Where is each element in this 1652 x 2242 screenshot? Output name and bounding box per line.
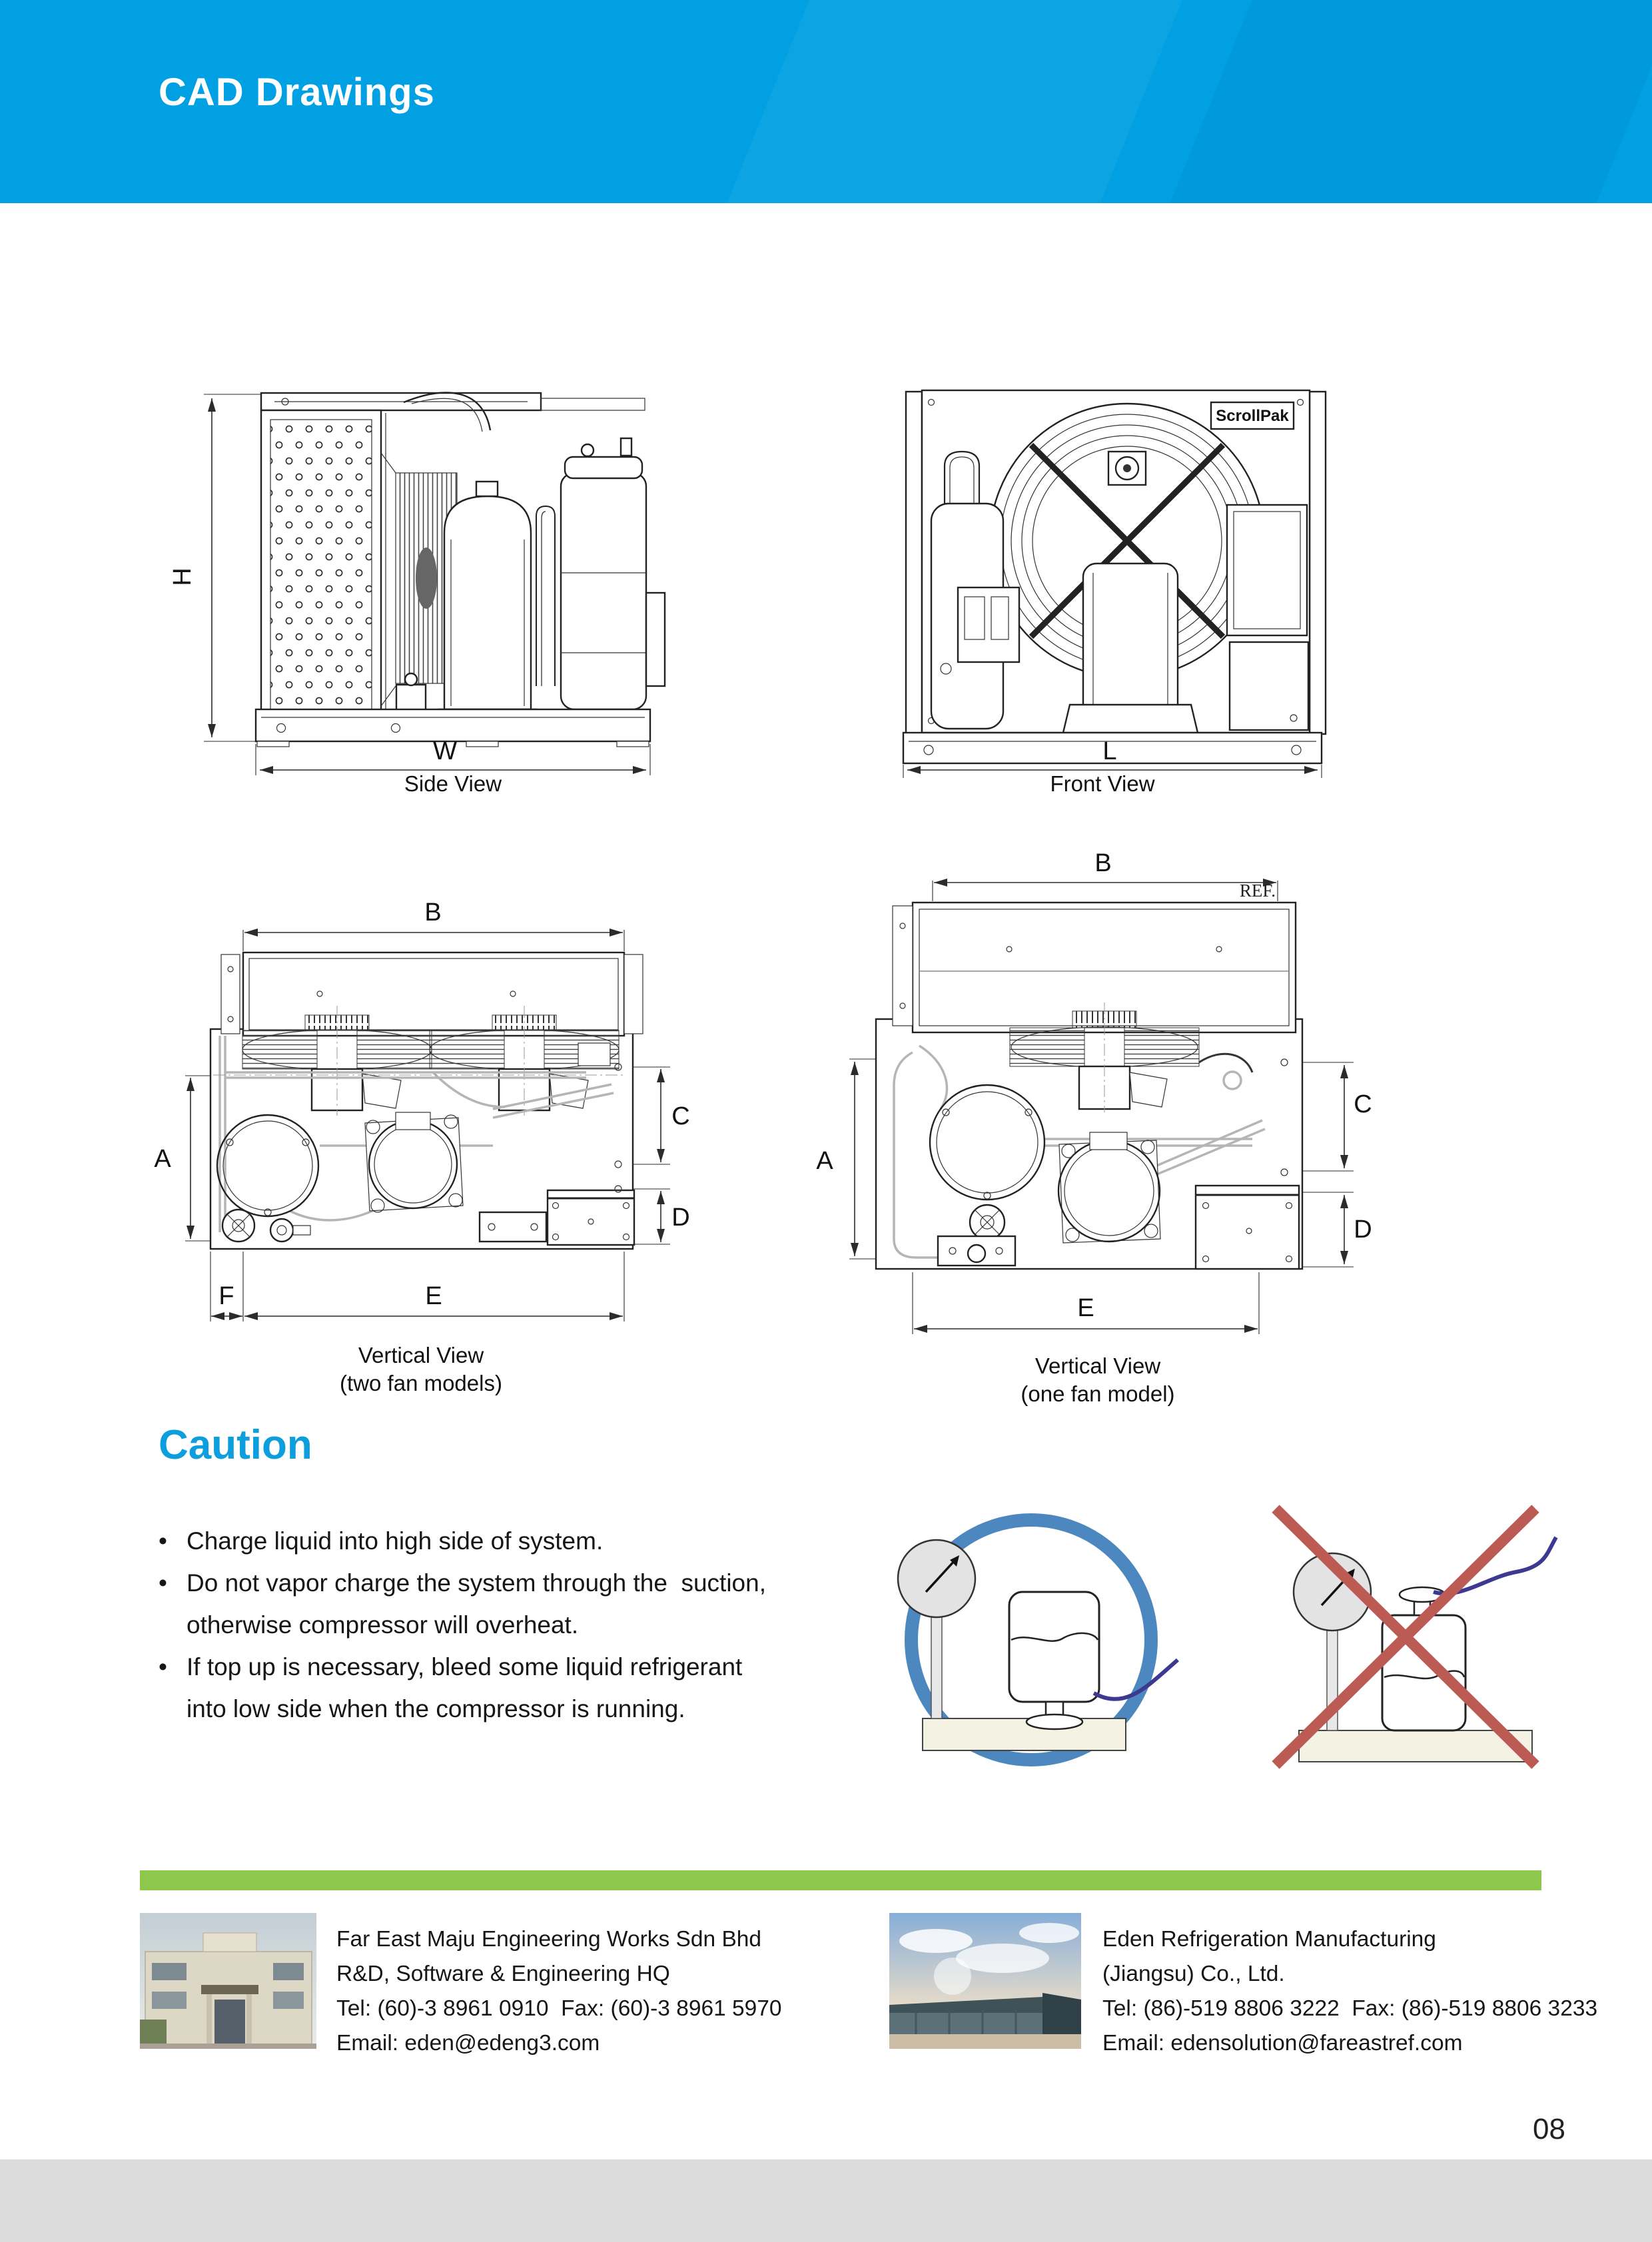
company-name: Far East Maju Engineering Works Sdn Bhd xyxy=(336,1927,762,1952)
caution-text: If top up is necessary, bleed some liquid refrigerant xyxy=(187,1653,743,1681)
caution-line xyxy=(159,1520,871,1562)
cylinder-foot xyxy=(1027,1714,1082,1729)
dim-a xyxy=(154,1076,210,1241)
caution-line xyxy=(159,1688,871,1730)
dim-label-c: C xyxy=(671,1102,690,1130)
service-valve xyxy=(270,1219,293,1242)
dim-w xyxy=(256,737,650,775)
scale-platform xyxy=(1299,1730,1532,1762)
side-view-caption: Side View xyxy=(404,771,502,796)
factory-building-photo xyxy=(889,1913,1081,2049)
side-view-unit xyxy=(256,392,665,747)
caution-text: Charge liquid into high side of system. xyxy=(187,1527,604,1555)
vertical-view-one-fan-drawing xyxy=(786,833,1386,1359)
caution-line xyxy=(159,1646,871,1688)
vertical-two-fan-caption-line1: Vertical View xyxy=(358,1343,484,1367)
dim-label-b: B xyxy=(424,899,442,927)
pressure-switch xyxy=(958,587,1019,662)
front-view-drawing xyxy=(866,373,1359,786)
company-email: Email: eden@edeng3.com xyxy=(336,2031,600,2055)
company-phone: Tel: (86)-519 8806 3222 Fax: (86)-519 8806 3233 xyxy=(1102,1996,1598,2021)
page-number: 08 xyxy=(1533,2113,1565,2145)
caution-text: Do not vapor charge the system through the suction, xyxy=(187,1569,766,1597)
company-name: Eden Refrigeration Manufacturing xyxy=(1102,1927,1436,1952)
correct-charging-illustration xyxy=(859,1499,1206,1778)
service-valve xyxy=(968,1245,985,1262)
vertical-view-two-fan-drawing xyxy=(120,833,719,1359)
footer-right-block xyxy=(1102,1922,1622,2061)
dim-label-h: H xyxy=(169,567,197,586)
footer-left-block xyxy=(336,1922,803,2061)
vertical-one-fan-caption-line2: (one fan model) xyxy=(1021,1381,1175,1406)
divider-bar xyxy=(140,1870,1541,1890)
company-email: Email: edensolution@fareastref.com xyxy=(1102,2031,1463,2055)
brand-plate-label: ScrollPak xyxy=(1216,407,1289,425)
u-pipe xyxy=(536,506,555,686)
company-phone: Tel: (60)-3 8961 0910 Fax: (60)-3 8961 5970 xyxy=(336,1996,782,2021)
unit-top-view xyxy=(210,952,643,1249)
dim-f-e xyxy=(210,1252,624,1321)
electrical-box xyxy=(1196,1186,1299,1269)
company-dept: R&D, Software & Engineering HQ xyxy=(336,1962,670,1986)
side-view-drawing xyxy=(113,373,666,786)
dim-label-d: D xyxy=(671,1204,690,1232)
scroll-compressor xyxy=(561,473,646,709)
compressor-mount-plate xyxy=(365,1118,463,1211)
dim-label-e: E xyxy=(1077,1294,1094,1322)
wrong-charging-illustration xyxy=(1252,1499,1565,1778)
dim-label-e: E xyxy=(425,1282,442,1310)
dim-h xyxy=(169,394,262,741)
side-terminal-box xyxy=(646,593,665,686)
dim-label-l: L xyxy=(1102,737,1117,765)
bullet-marker: • xyxy=(159,1569,167,1597)
dim-label-d: D xyxy=(1354,1216,1372,1244)
caution-text: into low side when the compressor is running. xyxy=(187,1695,685,1722)
dim-c xyxy=(633,1067,690,1164)
dim-d xyxy=(633,1189,690,1244)
dim-c xyxy=(1302,1062,1372,1171)
caution-line xyxy=(159,1562,871,1604)
dim-d xyxy=(1302,1192,1372,1267)
company-location: (Jiangsu) Co., Ltd. xyxy=(1102,1962,1285,1986)
vertical-one-fan-caption-line1: Vertical View xyxy=(1034,1353,1161,1378)
caution-line xyxy=(159,1604,871,1646)
front-view-unit xyxy=(903,390,1326,763)
banner-stripe xyxy=(712,0,1193,203)
dim-b xyxy=(933,849,1278,901)
dim-label-b: B xyxy=(1094,849,1112,877)
page-header-banner xyxy=(0,0,1652,203)
bullet-marker: • xyxy=(159,1527,167,1555)
scale-platform xyxy=(923,1718,1126,1750)
dim-label-w: W xyxy=(433,737,457,765)
vertical-two-fan-caption-line2: (two fan models) xyxy=(340,1371,502,1395)
dim-e xyxy=(913,1272,1259,1334)
electrical-box-upper xyxy=(1227,505,1307,635)
caution-heading: Caution xyxy=(159,1422,312,1468)
dim-label-f: F xyxy=(218,1282,234,1310)
charging-hose xyxy=(1094,1660,1178,1699)
ref-label: REF. xyxy=(1239,881,1276,901)
dim-label-c: C xyxy=(1354,1090,1372,1118)
dim-label-a: A xyxy=(154,1145,171,1173)
caution-text: otherwise compressor will overheat. xyxy=(187,1611,579,1639)
condenser-block xyxy=(243,952,624,1036)
caution-bullet-list xyxy=(159,1520,871,1730)
refrigerant-cylinder xyxy=(1009,1592,1099,1702)
fan-hub xyxy=(416,548,437,609)
suction-tank xyxy=(444,496,531,709)
unit-top-view xyxy=(876,903,1302,1269)
bullet-marker: • xyxy=(159,1653,167,1681)
dim-label-a: A xyxy=(816,1147,833,1175)
bottom-bar xyxy=(0,2159,1652,2242)
banner-stripe xyxy=(1155,0,1652,203)
dim-a xyxy=(816,1059,876,1259)
office-building-photo xyxy=(140,1913,316,2049)
page-title: CAD Drawings xyxy=(159,71,435,114)
front-view-caption: Front View xyxy=(1050,771,1155,796)
mount-bracket xyxy=(480,1212,546,1242)
dim-b xyxy=(243,899,624,951)
base-rail xyxy=(256,709,650,741)
